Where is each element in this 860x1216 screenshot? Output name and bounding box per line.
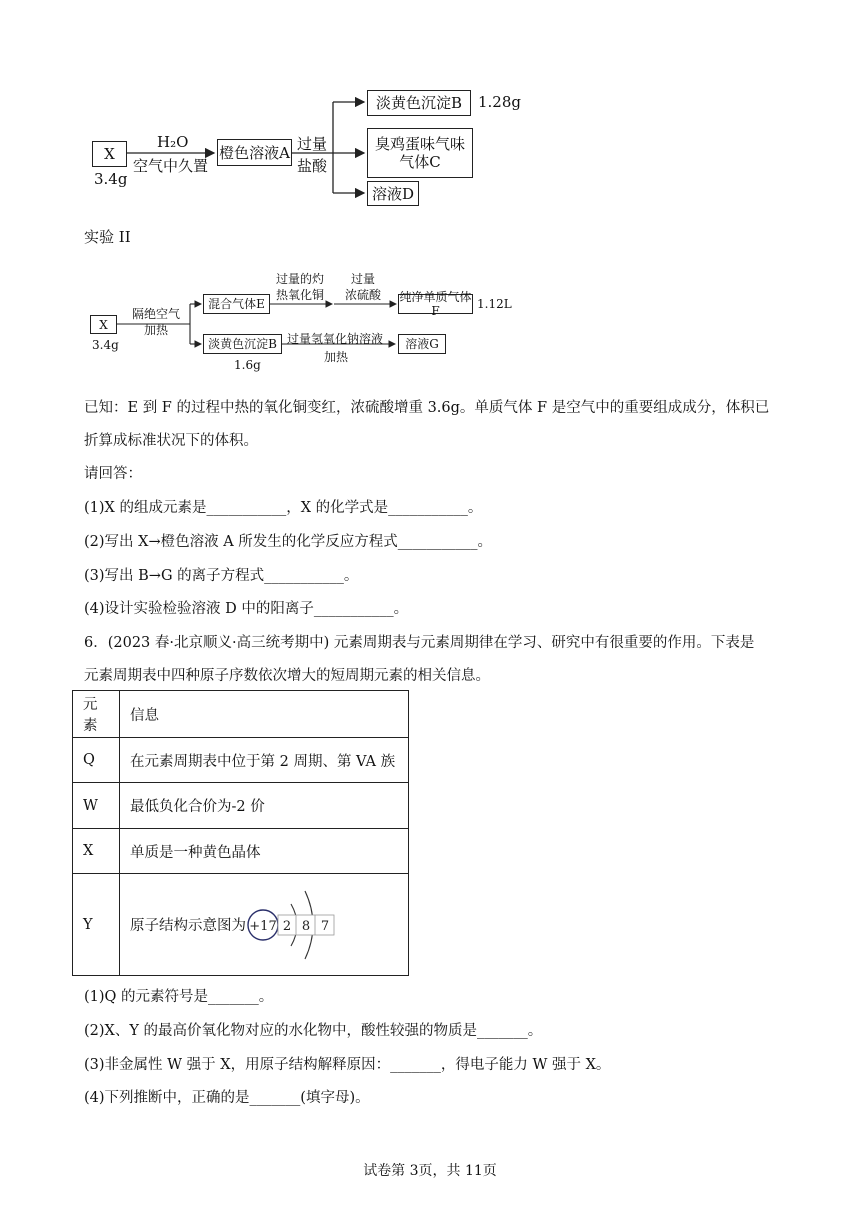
q5-item-2: (2)写出 X→橙色溶液 A 所发生的化学反应方程式___________。 [84, 534, 493, 550]
header-info: 信息 [120, 691, 409, 738]
condition-hot-cuo [272, 271, 328, 303]
box-gas-c [367, 128, 473, 178]
row-x-element: X [73, 829, 120, 874]
box-solution-d: 溶液D [367, 181, 419, 206]
condition-heat-naoh: 加热 [324, 350, 349, 364]
condition-hot-cuo-line-1: 过量的灼 [275, 272, 324, 286]
table-row [73, 874, 409, 976]
reagent-hcl: 盐酸 [297, 157, 328, 175]
known-info-line-2: 折算成标准状况下的体积。 [84, 433, 258, 449]
table-header-row [73, 691, 409, 738]
box-mixed-gas-e: 混合气体E [203, 294, 270, 314]
atom-structure-diagram [245, 885, 345, 965]
box-yellow-precipitate-b: 淡黄色沉淀B [367, 90, 471, 116]
q6-intro-line-1: 6．(2023 春·北京顺义·高三统考期中) 元素周期表与元素周期律在学习、研究中有很重要的作用。下表是 [84, 635, 755, 651]
condition-isolate-air-line-1: 隔绝空气 [131, 307, 180, 321]
table-row [73, 738, 409, 783]
reagent-excess: 过量 [297, 135, 328, 153]
box-pure-gas-f: 纯净单质气体F [399, 290, 472, 318]
row-x-info: 单质是一种黄色晶体 [120, 829, 409, 874]
condition-isolate-air [128, 306, 184, 338]
condition-conc-h2so4-line-2: 浓硫酸 [344, 288, 381, 302]
box-orange-solution-a: 橙色溶液A [217, 139, 292, 166]
table-row [73, 829, 409, 874]
q6-item-1: (1)Q 的元素符号是_______。 [84, 989, 274, 1005]
q6-item-4: (4)下列推断中，正确的是_______(填字母)。 [84, 1090, 370, 1106]
x-mass-2: 3.4g [92, 338, 119, 352]
header-element: 元素 [73, 691, 120, 738]
row-y-info [120, 874, 409, 976]
q6-item-2: (2)X、Y 的最高价氧化物对应的水化物中，酸性较强的物质是_______。 [84, 1023, 543, 1039]
condition-conc-h2so4 [338, 271, 388, 303]
x-mass-1: 3.4g [94, 170, 128, 188]
condition-heat-line: 加热 [143, 323, 168, 337]
q5-item-1: (1)X 的组成元素是___________，X 的化学式是___________。 [84, 500, 483, 516]
gas-c-line-2: 气体C [399, 153, 441, 171]
element-info-table [72, 690, 409, 976]
nucleus-charge: +17 [249, 918, 277, 934]
condition-air: 空气中久置 [133, 157, 209, 175]
table-row [73, 783, 409, 829]
q6-item-3: (3)非金属性 W 强于 X，用原子结构解释原因：_______，得电子能力 W 强于 X。 [84, 1057, 611, 1073]
condition-hot-cuo-line-2: 热氧化铜 [275, 288, 324, 302]
row-y-element: Y [73, 874, 120, 976]
shell-electrons-1: 2 [282, 918, 292, 934]
row-y-info-content [130, 885, 398, 965]
b-mass-2: 1.6g [234, 358, 261, 372]
box-yellow-precipitate-b-2: 淡黄色沉淀B [203, 334, 282, 354]
known-info-line-1: 已知：E 到 F 的过程中热的氧化铜变红，浓硫酸增重 3.6g。单质气体 F 是空气中的重要组成成分，体积已 [84, 400, 770, 416]
page-footer: 试卷第 3页，共 11页 [363, 1163, 497, 1179]
box-solution-g: 溶液G [398, 334, 446, 354]
please-answer: 请回答： [84, 466, 142, 482]
condition-naoh: 过量氢氧化钠溶液 [287, 332, 384, 346]
f-volume: 1.12L [477, 297, 512, 311]
x-box-2: X [90, 315, 117, 334]
q6-intro-line-2: 元素周期表中四种原子序数依次增大的短周期元素的相关信息。 [84, 668, 490, 684]
experiment-2-title: 实验 II [84, 228, 131, 246]
condition-conc-h2so4-line-1: 过量 [350, 272, 375, 286]
row-y-info-text: 原子结构示意图为 [130, 918, 246, 934]
shell-electrons-3: 7 [320, 918, 330, 934]
shell-electrons-2: 8 [301, 918, 311, 934]
reagent-h2o: H₂O [157, 133, 189, 151]
q5-item-3: (3)写出 B→G 的离子方程式___________。 [84, 568, 359, 584]
b-mass-1: 1.28g [478, 93, 522, 111]
q5-item-4: (4)设计实验检验溶液 D 中的阳离子___________。 [84, 601, 409, 617]
row-q-info: 在元素周期表中位于第 2 周期、第 VA 族 [120, 738, 409, 783]
row-q-element: Q [73, 738, 120, 783]
row-w-info: 最低负化合价为-2 价 [120, 783, 409, 829]
row-w-element: W [73, 783, 120, 829]
gas-c-line-1: 臭鸡蛋味气味 [374, 135, 465, 153]
x-box-1: X [92, 141, 127, 167]
